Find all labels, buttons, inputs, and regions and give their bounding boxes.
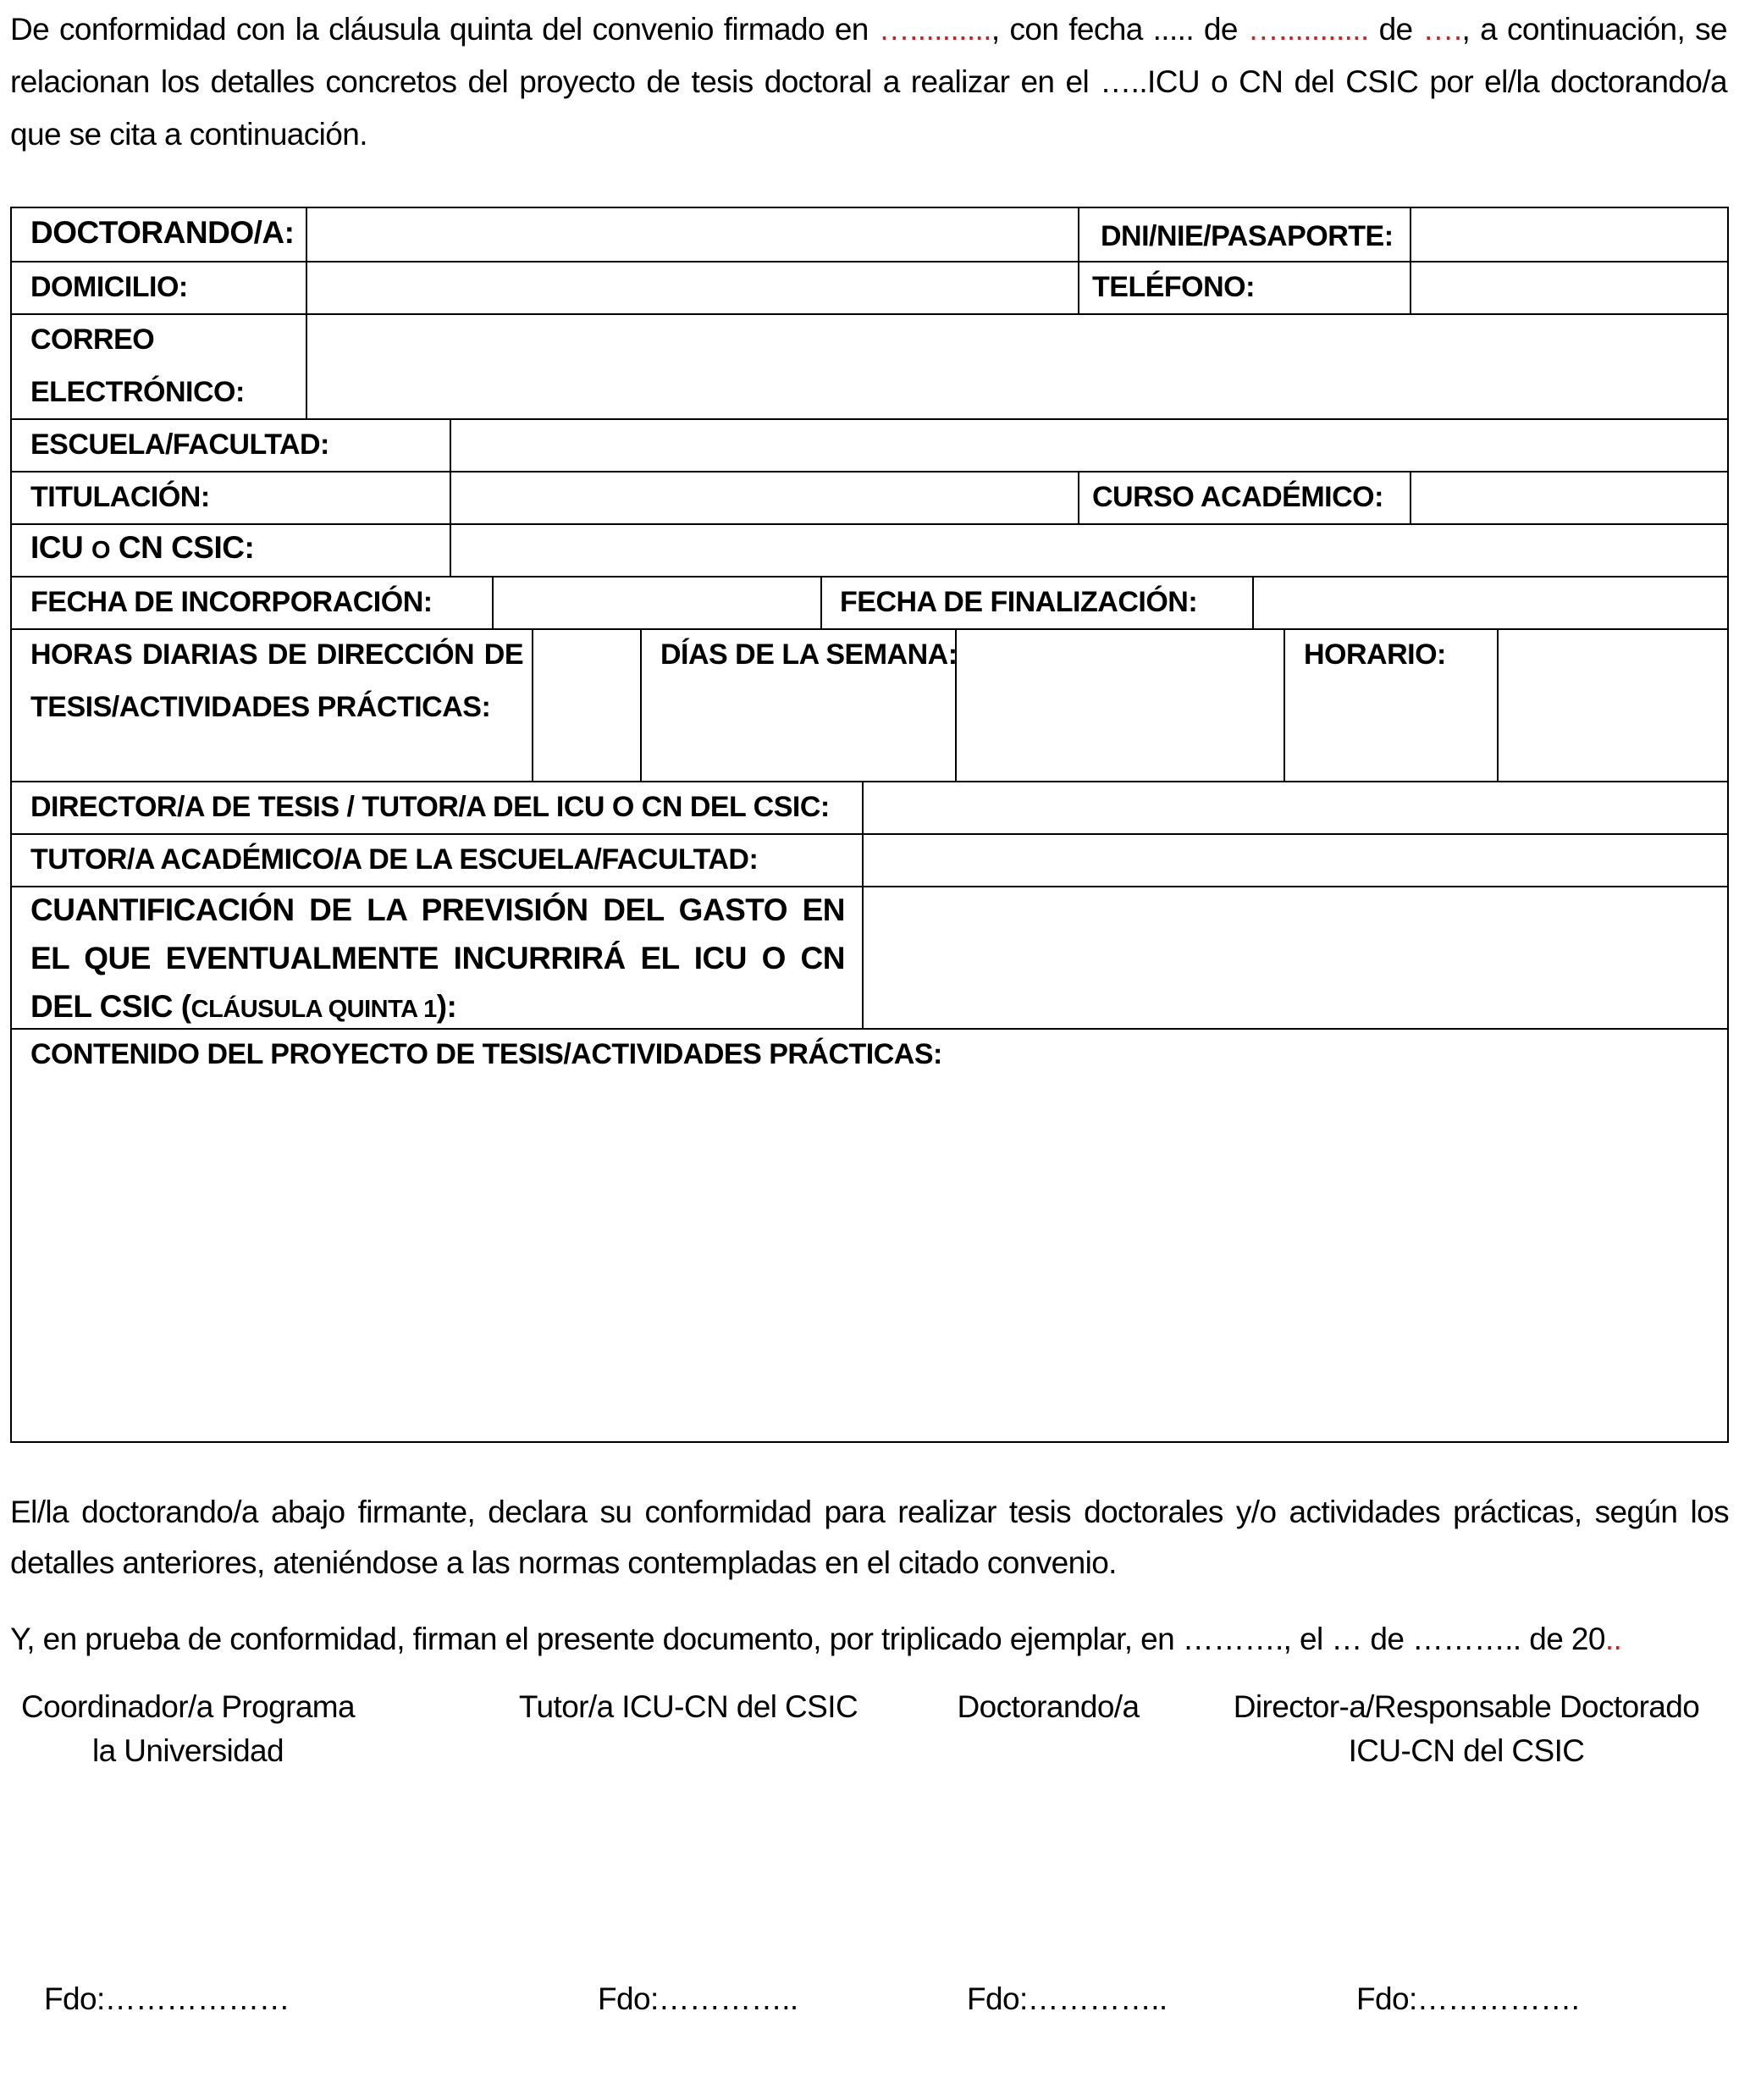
tutor-academico-label: TUTOR/A ACADÉMICO/A DE LA ESCUELA/FACULTAD:: [30, 843, 759, 876]
tutor-academico-field[interactable]: [864, 835, 1727, 886]
telefono-label: TELÉFONO:: [1092, 271, 1255, 303]
proof-paragraph: Y, en prueba de conformidad, firman el presente documento, por triplicado ejemplar, en ………., el … de ……….. de 20..: [10, 1622, 1622, 1656]
fecha-incorporacion-label: FECHA DE INCORPORACIÓN:: [30, 586, 433, 618]
contenido-field[interactable]: [12, 1082, 1727, 1441]
curso-label: CURSO ACADÉMICO:: [1092, 481, 1383, 513]
director-field[interactable]: [864, 782, 1727, 833]
titulacion-label: TITULACIÓN:: [30, 481, 210, 513]
curso-field[interactable]: [1411, 472, 1727, 523]
domicilio-label: DOMICILIO:: [30, 271, 188, 303]
horario-label: HORARIO:: [1304, 638, 1446, 671]
fdo-coordinador[interactable]: Fdo:………………: [44, 1981, 290, 2016]
intro-text-1: De conformidad con la cláusula quinta del convenio firmado en: [10, 12, 879, 47]
director-label: DIRECTOR/A DE TESIS / TUTOR/A DEL ICU O CN DEL CSIC:: [30, 791, 830, 823]
dias-label: DÍAS DE LA SEMANA:: [660, 638, 958, 671]
dni-label: DNI/NIE/PASAPORTE:: [1101, 220, 1394, 252]
icu-field[interactable]: [451, 525, 1727, 576]
intro-blank-month: …...........: [1247, 12, 1369, 47]
intro-text-2: , con fecha ..... de: [991, 12, 1248, 47]
cuantificacion-label: CUANTIFICACIÓN DE LA PREVISIÓN DEL GASTO EN EL QUE EVENTUALMENTE INCURRIRÁ EL ICU O CN DEL CSIC (CLÁUSULA QUINTA 1):: [30, 892, 845, 1024]
intro-paragraph: [10, 3, 1727, 161]
doctorando-label: DOCTORANDO/A:: [30, 215, 295, 250]
escuela-label: ESCUELA/FACULTAD:: [30, 428, 329, 461]
fdo-director[interactable]: Fdo:…………….: [1356, 1981, 1580, 2016]
signature-tutor: Tutor/a ICU-CN del CSIC: [518, 1689, 858, 1724]
icu-label: ICU O CN CSIC:: [30, 530, 255, 565]
intro-blank-year: ….: [1422, 12, 1462, 47]
fdo-doctorando[interactable]: Fdo:…………..: [967, 1981, 1168, 2016]
dias-field[interactable]: [957, 630, 1284, 781]
doctorando-field[interactable]: [307, 208, 1078, 261]
form-table: [10, 207, 1729, 1443]
domicilio-field[interactable]: [307, 262, 1078, 313]
fdo-tutor[interactable]: Fdo:…………..: [598, 1981, 798, 2016]
intro-text-4: , a continuación, se relacionan los detalles concretos del proyecto de tesis doctoral a realizar en el …..ICU o CN del CSIC por el/la doctorando/a que se cita a continuación.: [10, 12, 1727, 152]
contenido-label: CONTENIDO DEL PROYECTO DE TESIS/ACTIVIDADES PRÁCTICAS:: [30, 1038, 942, 1070]
horas-field[interactable]: [533, 630, 640, 781]
signature-doctorando: Doctorando/a: [957, 1689, 1140, 1724]
horas-label: HORAS DIARIAS DE DIRECCIÓN DE TESIS/ACTIVIDADES PRÁCTICAS:: [30, 638, 523, 723]
titulacion-field[interactable]: [451, 472, 1078, 523]
fecha-finalizacion-field[interactable]: [1254, 578, 1727, 628]
correo-field[interactable]: [307, 315, 1727, 418]
declaration-paragraph: El/la doctorando/a abajo firmante, declara su conformidad para realizar tesis doctorales y/o actividades prácticas, según los detalles anteriores, ateniéndose a las normas contempladas en el citado convenio.: [10, 1495, 1729, 1580]
cuantificacion-field[interactable]: [864, 887, 1727, 1028]
intro-blank-place: …..........: [878, 12, 991, 47]
signature-director: Director-a/Responsable Doctorado ICU-CN del CSIC: [1233, 1689, 1700, 1768]
telefono-field[interactable]: [1411, 262, 1727, 313]
escuela-field[interactable]: [451, 420, 1727, 471]
horario-field[interactable]: [1499, 630, 1727, 781]
correo-label: CORREO ELECTRÓNICO:: [30, 323, 245, 408]
signature-coordinador: Coordinador/a Programa la Universidad: [20, 1689, 356, 1768]
intro-text-3: de: [1368, 12, 1423, 47]
fecha-finalizacion-label: FECHA DE FINALIZACIÓN:: [840, 586, 1198, 618]
fecha-incorporacion-field[interactable]: [494, 578, 820, 628]
dni-field[interactable]: [1411, 208, 1727, 261]
